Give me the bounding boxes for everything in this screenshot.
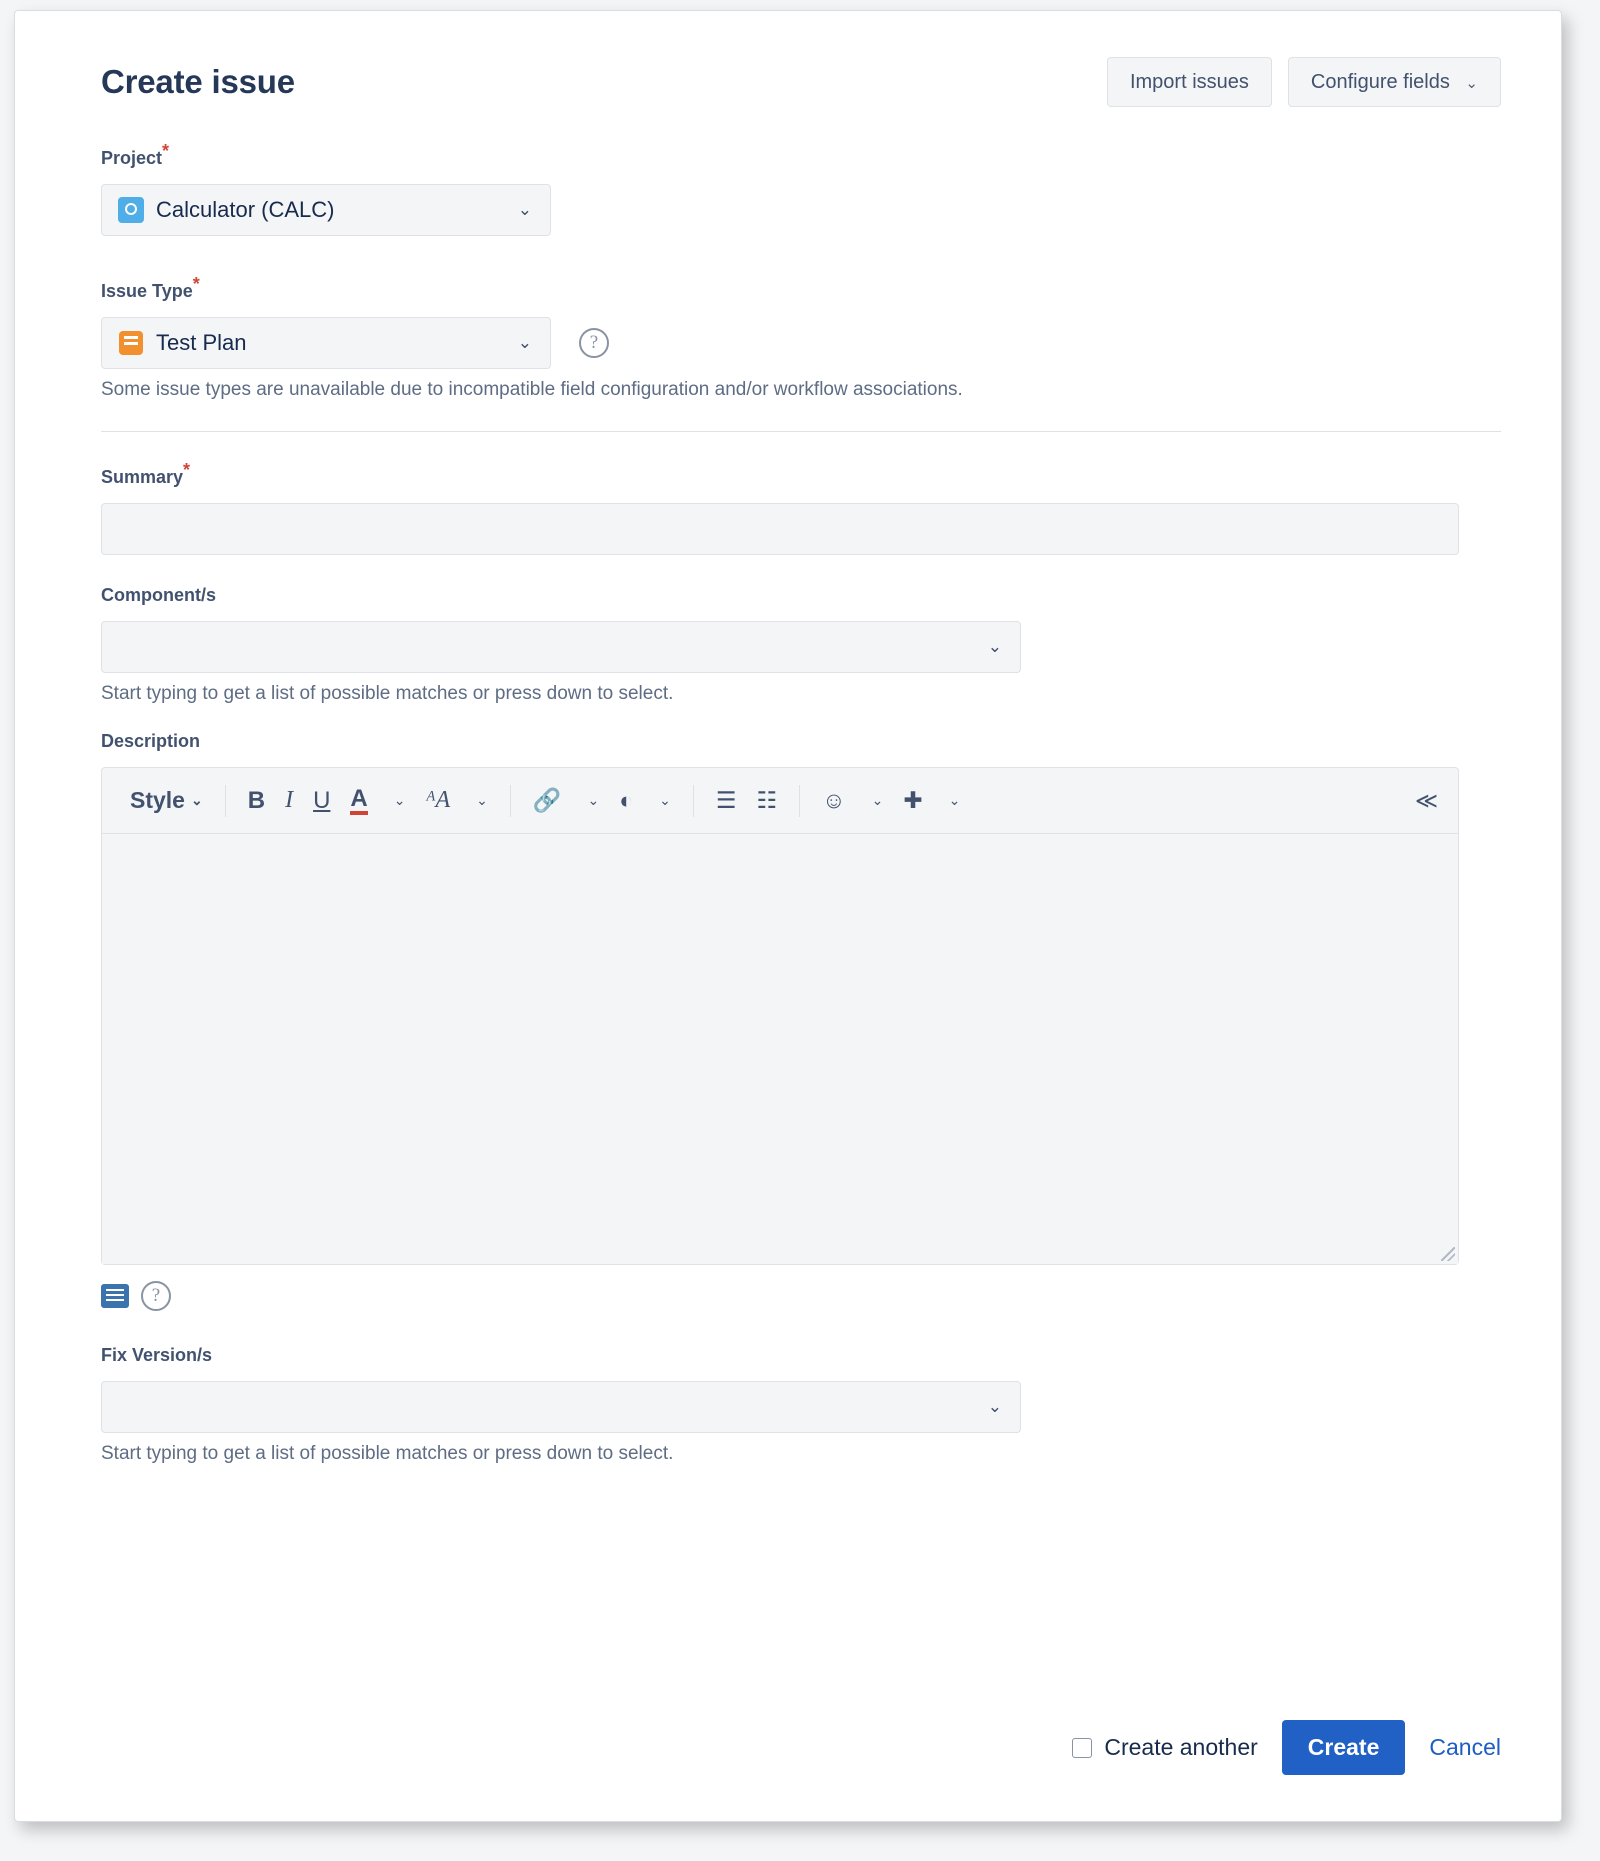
project-select[interactable] <box>101 184 551 236</box>
configure-fields-label: Configure fields <box>1310 71 1450 93</box>
summary-input[interactable] <box>101 503 1459 555</box>
chevron-down-icon: ⌄ <box>659 792 671 808</box>
description-textarea[interactable] <box>102 834 1458 1264</box>
preview-icon[interactable] <box>101 1284 129 1308</box>
page-title: Create issue <box>101 63 295 100</box>
dialog-content <box>15 11 1561 1821</box>
description-label: Description <box>101 731 201 751</box>
link-dropdown[interactable] <box>572 786 610 815</box>
project-avatar-icon <box>118 197 144 223</box>
style-dropdown[interactable] <box>120 781 213 820</box>
cancel-link[interactable]: Cancel <box>1429 1734 1501 1760</box>
toolbar-separator <box>799 785 800 817</box>
checkbox-box[interactable] <box>1072 1738 1092 1758</box>
create-issue-dialog <box>14 10 1562 1822</box>
required-asterisk: * <box>162 141 170 161</box>
create-another-checkbox[interactable] <box>1072 1734 1257 1761</box>
insert-dropdown[interactable] <box>933 786 971 815</box>
create-button[interactable] <box>1282 1720 1406 1775</box>
text-color-icon: A <box>350 786 367 815</box>
configure-fields-button[interactable] <box>1288 57 1501 107</box>
resize-handle[interactable] <box>1441 1247 1455 1261</box>
required-asterisk: * <box>192 274 200 294</box>
collapse-toolbar-icon[interactable]: ≪ <box>1414 787 1438 813</box>
summary-field <box>101 460 1501 555</box>
issue-type-label <box>101 274 200 302</box>
text-color-dropdown[interactable] <box>378 786 416 815</box>
header-actions <box>1107 57 1501 107</box>
fix-versions-label: Fix Version/s <box>101 1345 213 1365</box>
project-field <box>101 141 1501 236</box>
dialog-header <box>101 57 1501 107</box>
create-button-label: Create <box>1307 1734 1380 1760</box>
test-plan-icon <box>118 330 144 356</box>
project-selected-value: Calculator (CALC) <box>156 197 335 222</box>
underline-button[interactable]: U <box>313 786 331 814</box>
create-another-label: Create another <box>1104 1734 1258 1760</box>
issue-type-label-text: Issue Type <box>101 281 193 301</box>
issue-type-row <box>101 317 1501 369</box>
import-issues-label: Import issues <box>1129 71 1249 93</box>
chevron-down-icon: ⌄ <box>476 792 488 808</box>
summary-label <box>101 460 190 488</box>
style-label: Style <box>130 787 185 813</box>
chevron-down-icon: ⌄ <box>190 792 203 808</box>
insert-icon[interactable]: ✚ <box>903 787 923 813</box>
issue-type-field <box>101 274 1501 401</box>
description-editor <box>101 767 1459 1265</box>
bullet-list-icon[interactable]: ☰ <box>715 787 737 813</box>
link-icon[interactable]: 🔗 <box>532 787 562 813</box>
chevron-down-icon: ⌄ <box>948 792 961 808</box>
bold-button[interactable]: B <box>247 786 266 814</box>
attachment-dropdown[interactable] <box>643 786 681 815</box>
components-select[interactable] <box>101 621 1021 673</box>
description-footer-icons <box>101 1281 1501 1311</box>
attachment-icon[interactable]: ◐ <box>619 787 634 813</box>
summary-label-text: Summary <box>101 467 184 487</box>
project-label-text: Project <box>101 148 163 168</box>
issue-type-help-icon[interactable]: ? <box>579 328 609 358</box>
import-issues-button[interactable] <box>1107 57 1272 107</box>
toolbar-separator <box>693 785 694 817</box>
fix-versions-help-text: Start typing to get a list of possible matches or press down to select. <box>101 1443 674 1464</box>
chevron-down-icon: ⌄ <box>987 1397 1002 1416</box>
issue-type-description: Some issue types are unavailable due to incompatible field configuration and/or workflow associations. <box>101 379 963 400</box>
chevron-down-icon: ⌄ <box>587 792 600 808</box>
more-formatting-dropdown[interactable] <box>460 786 498 815</box>
components-label: Component/s <box>101 585 216 605</box>
description-field <box>101 731 1501 1311</box>
italic-button[interactable]: I <box>285 787 294 813</box>
chevron-down-icon: ⌄ <box>987 637 1002 656</box>
components-field <box>101 585 1501 705</box>
fix-versions-select[interactable] <box>101 1381 1021 1433</box>
emoji-dropdown[interactable] <box>856 786 894 815</box>
chevron-down-icon: ⌄ <box>517 200 532 219</box>
issue-type-selected-value: Test Plan <box>156 330 247 355</box>
project-label <box>101 141 169 169</box>
editor-toolbar <box>102 768 1458 834</box>
chevron-down-icon: ⌄ <box>1465 75 1478 92</box>
numbered-list-icon[interactable]: ☷ <box>756 787 778 813</box>
more-formatting-button[interactable]: ᴬA <box>425 787 451 813</box>
issue-type-select[interactable] <box>101 317 551 369</box>
fix-versions-field <box>101 1345 1501 1465</box>
required-asterisk: * <box>183 460 191 480</box>
emoji-icon[interactable]: ☺ <box>822 787 846 813</box>
chevron-down-icon: ⌄ <box>871 792 884 808</box>
dialog-footer <box>101 1720 1501 1775</box>
components-help-text: Start typing to get a list of possible matches or press down to select. <box>101 683 674 704</box>
section-divider <box>101 431 1501 432</box>
text-color-button[interactable] <box>340 780 377 821</box>
toolbar-separator <box>510 785 511 817</box>
chevron-down-icon: ⌄ <box>393 792 406 808</box>
chevron-down-icon: ⌄ <box>517 333 532 352</box>
description-help-icon[interactable]: ? <box>141 1281 171 1311</box>
toolbar-separator <box>225 785 226 817</box>
